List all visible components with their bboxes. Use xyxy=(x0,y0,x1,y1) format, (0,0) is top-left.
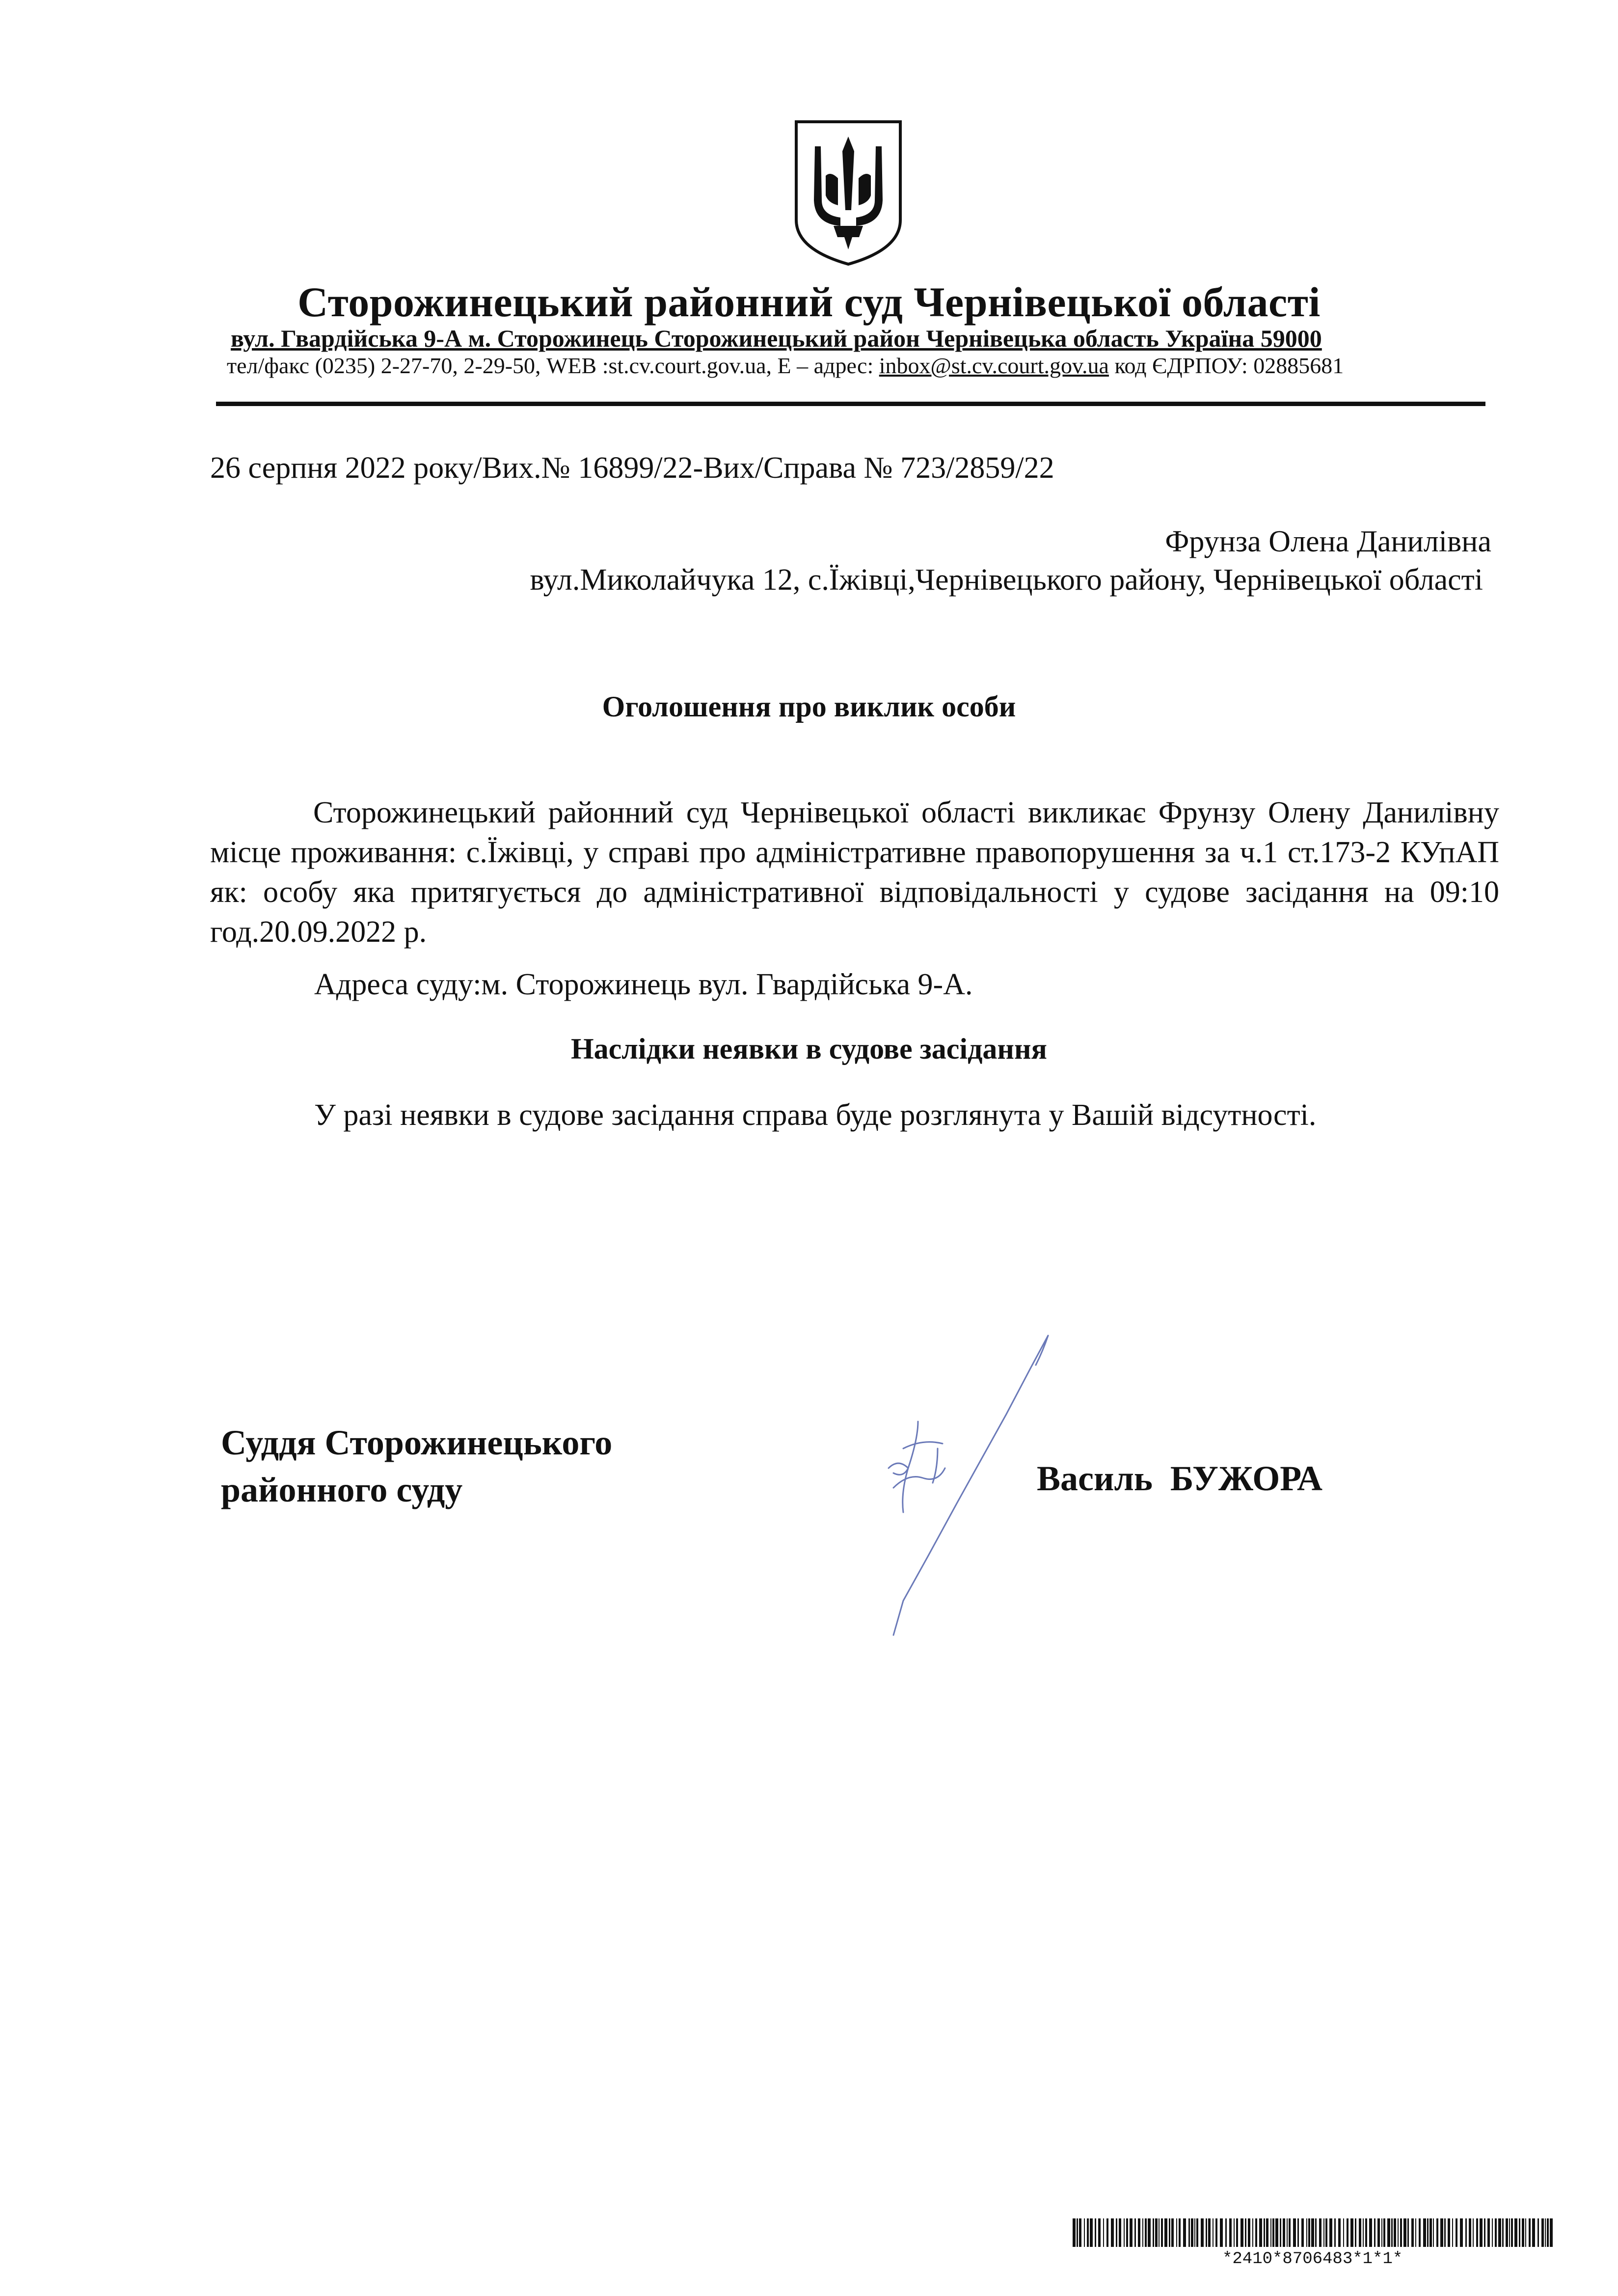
court-name: Сторожинецький районний суд Чернівецької області xyxy=(297,278,1321,326)
consequences-title: Наслідки неявки в судове засідання xyxy=(570,1033,1048,1065)
court-email-link[interactable]: inbox@st.cv.court.gov.ua xyxy=(879,353,1109,378)
court-address: вул. Гвардійська 9-А м. Сторожинець Сторожинецький район Чернівецька область Україна 59000 xyxy=(231,325,1322,352)
court-contacts xyxy=(227,353,1344,379)
recipient-address: вул.Миколайчука 12, с.Їжівці,Чернівецького району, Чернівецької області xyxy=(530,563,1483,597)
barcode-text: *2410*8706483*1*1* xyxy=(1222,2250,1403,2269)
notice-paragraph xyxy=(210,793,1499,952)
barcode-icon xyxy=(1073,2218,1554,2247)
court-address-line: Адреса суду:м. Сторожинець вул. Гвардійська 9-А. xyxy=(314,968,973,1001)
reference-line: 26 серпня 2022 року/Вих.№ 16899/22-Вих/Справа № 723/2859/22 xyxy=(210,451,1054,485)
header-divider xyxy=(216,402,1485,406)
notice-title: Оголошення про виклик особи xyxy=(602,690,1016,723)
contacts-suffix: код ЄДРПОУ: 02885681 xyxy=(1108,353,1344,378)
recipient-name: Фрунза Олена Данилівна xyxy=(1165,525,1491,558)
notice-paragraph-text: Сторожинецький районний суд Чернівецької області викликає Фрунзу Олену Данилівну місце проживання: с.Їжівці, у справі про адміністративне правопорушення за ч.1 ст.173-2 КУпАП як: особу яка притягується до адміністративної відповідальності у судове засідання на 09:10 год.20.09.2022 р. xyxy=(210,796,1499,949)
judge-name: Василь БУЖОРА xyxy=(1037,1459,1323,1498)
judge-title xyxy=(221,1419,612,1513)
handwritten-signature-icon xyxy=(776,1321,1070,1655)
consequences-text: У разі неявки в судове засідання справа буде розглянута у Вашій відсутності. xyxy=(314,1098,1317,1132)
judge-title-line1: Суддя Сторожинецького xyxy=(221,1423,613,1462)
coat-of-arms-icon xyxy=(791,117,905,268)
contacts-prefix: тел/факс (0235) 2-27-70, 2-29-50, WEB :st.cv.court.gov.ua, Е – адрес: xyxy=(227,353,879,378)
judge-title-line2: районного суду xyxy=(221,1470,463,1509)
